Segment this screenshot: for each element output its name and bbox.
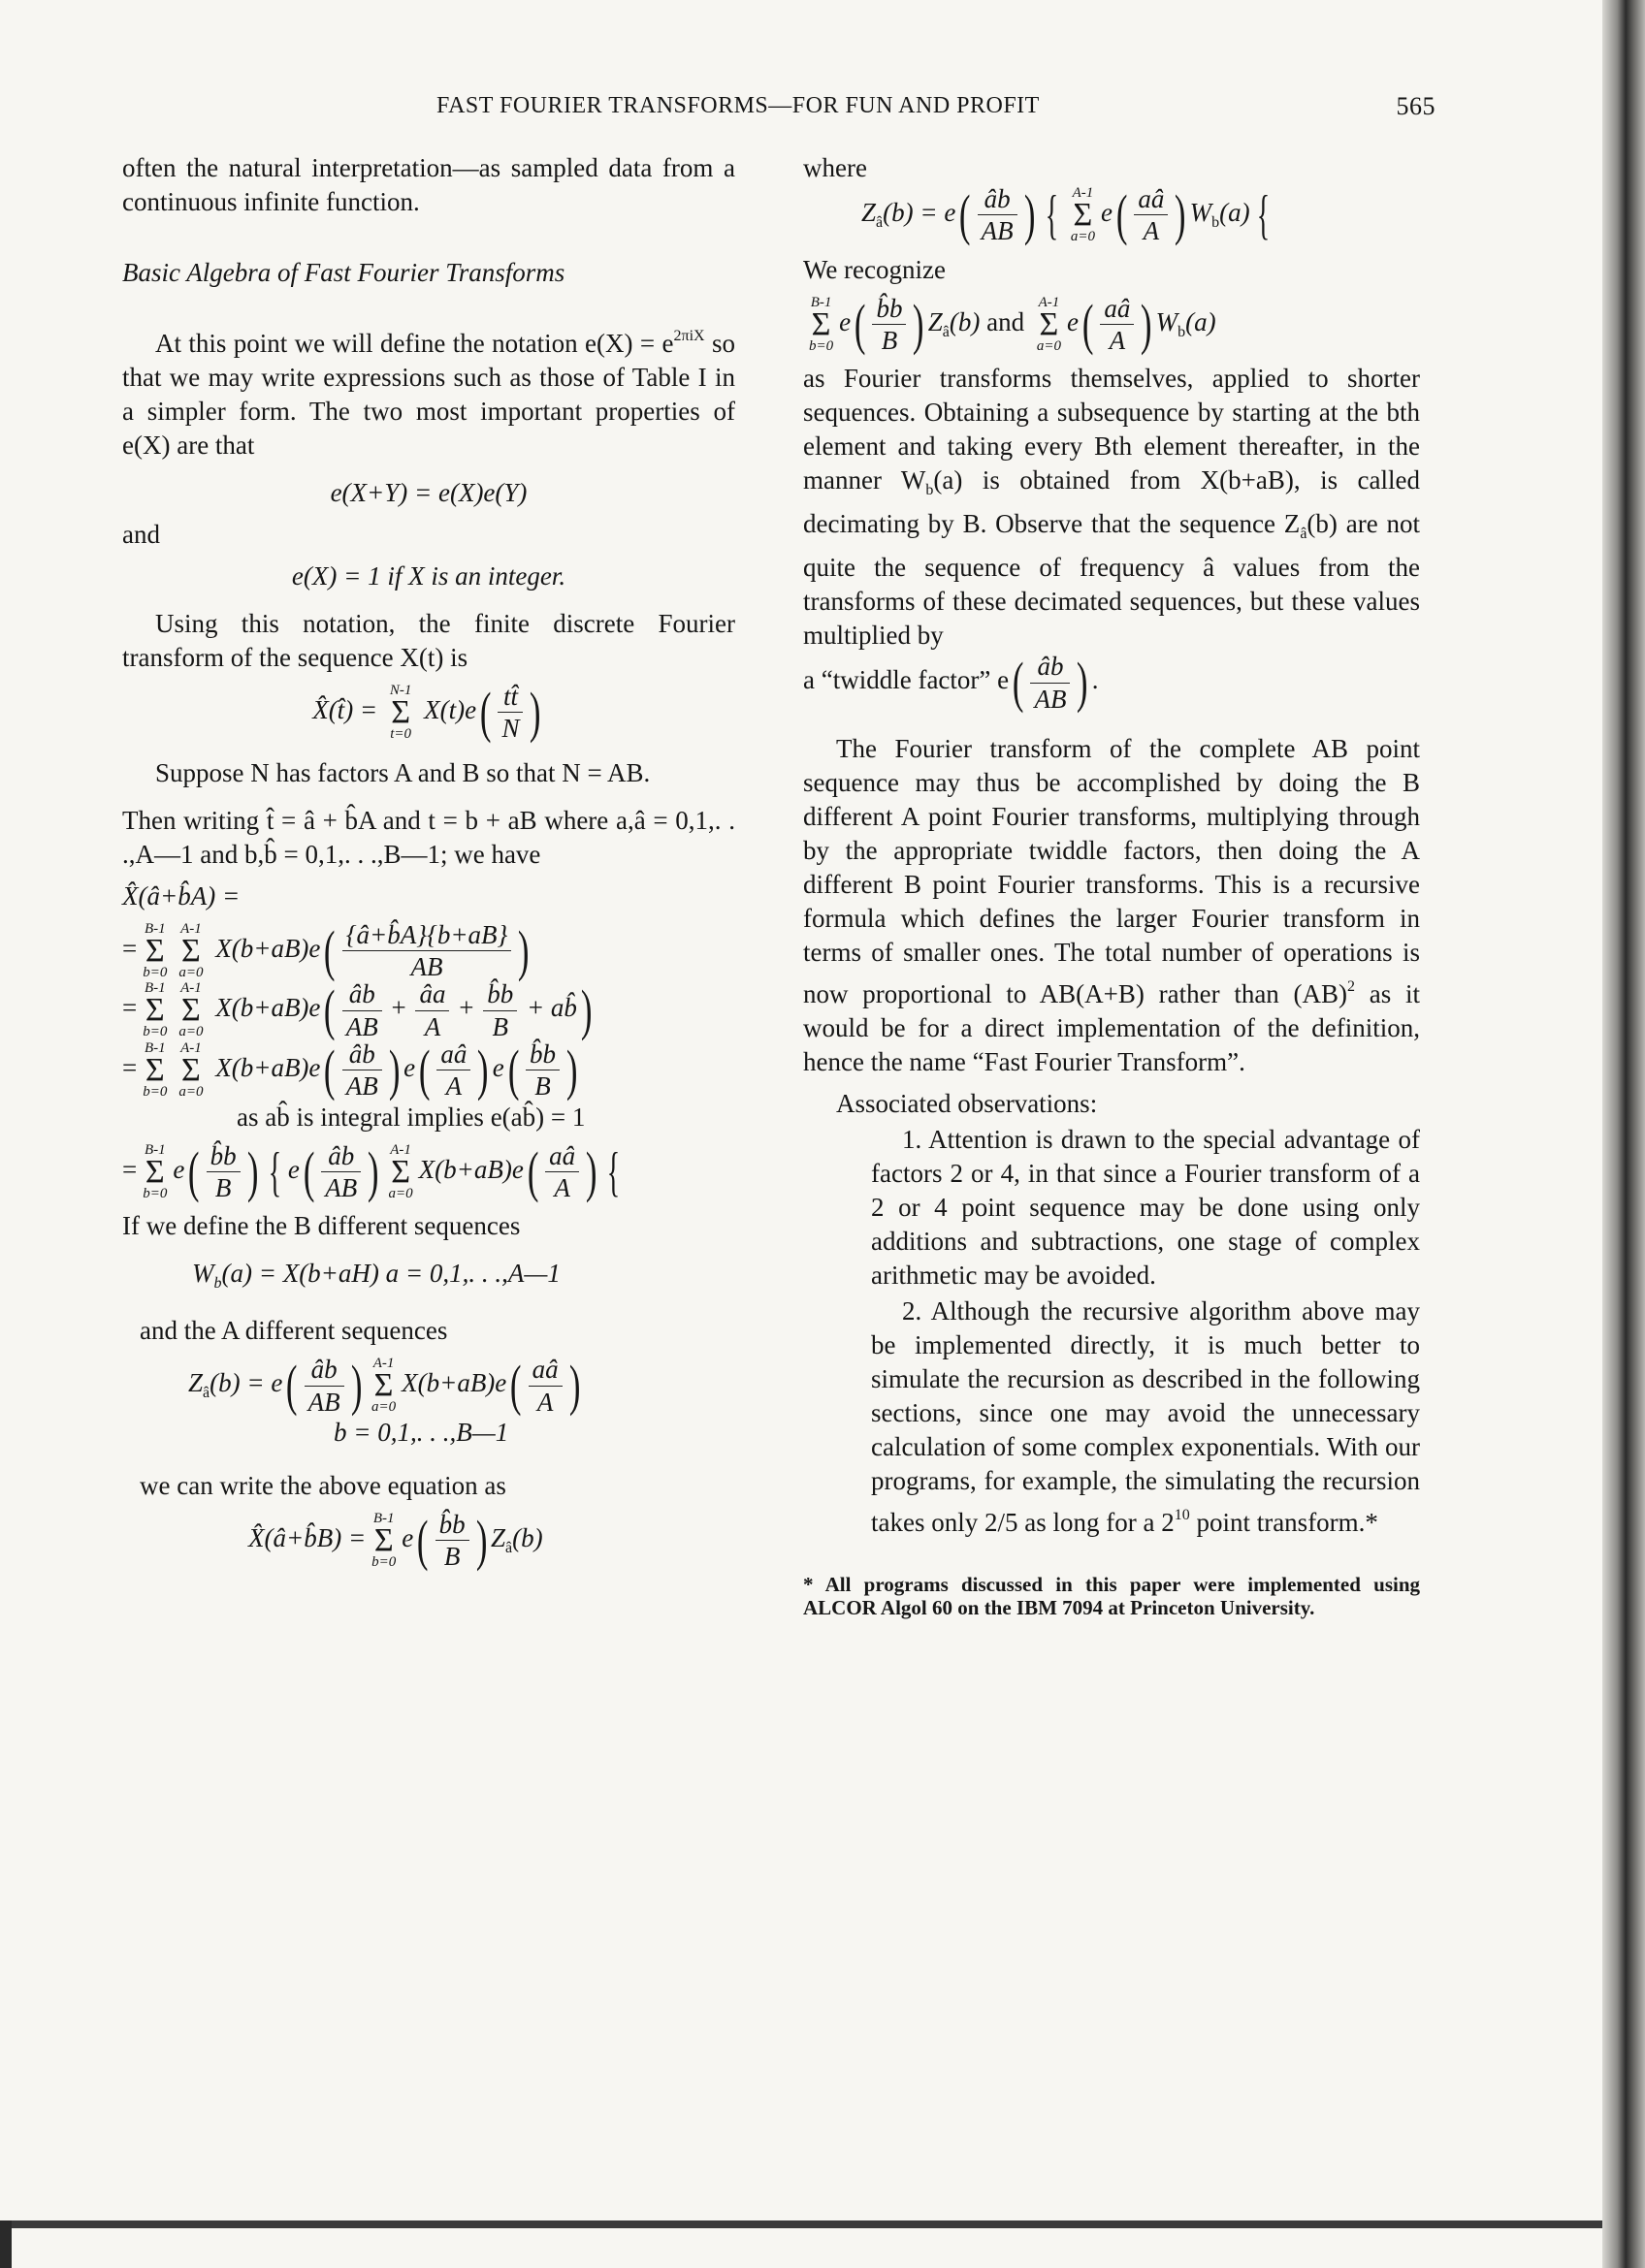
observation-item-2: 2. Although the recursive algorithm above may be implemented directly, it is much better to simulate the recursion as described in the following sections, since one may avoid the unnecessary calculation of some complex exponentials. With our programs, for example, the simulating the recursion takes only 2/5 as long for a $2^{10}$ point transform.* [871,1296,1420,1538]
observation-item-1: 1. Attention is drawn to the special advantage of factors 2 or 4, in that since a Fourier transform of a 2 or 4 point sequence may be done using only additions and subtractions, one stage of complex arithmetic may be avoided. [871,1125,1420,1291]
paragraph-summary: The Fourier transform of the complete AB point sequence may thus be accomplished by doing the B different A point Fourier transforms, multiplying through by the appropriate twiddle factors, then doing the A different B point Fourier transforms. This is a recursive formula which defines the larger Fourier transform in terms of smaller ones. The total number of operations is now proportional to AB(A+B) rather than (AB)$^2$ as it would be for a direct implementation of the definition, hence the name “Fast Fourier Transform”. [803,734,1420,1077]
equation-double-sum-3: = B-1 Σ b=0 A-1 Σ a=0 X(b+aB)e( $\frac{âb}{AB}$ ) e( $\frac{aâ}{A}$ ) e( $\frac{b̂b}{B}$ ) [122,1038,578,1102]
running-title: FAST FOURIER TRANSFORMS—FOR FUN AND PROFIT [436,93,1040,118]
scan-left-edge [0,2220,12,2268]
section-heading: Basic Algebra of Fast Fourier Transforms [122,258,565,287]
paragraph-factors: Suppose N has factors A and B so that N = AB. [155,757,651,787]
summation-symbol: N-1 Σ t=0 [389,682,412,742]
equation-b-range: b = 0,1,. . .,B—1 [334,1418,509,1448]
paragraph-dft-intro: Using this notation, the finite discrete Fourier transform of the sequence X(t) is [122,609,735,672]
equation-factored-sum: = B-1 Σ b=0 e( $\frac{b̂b}{B}$ ) { e( $\frac{âb}{AB}$ ) A-1 Σ a=0 X(b+aB)e( $\frac{aâ}{A}$ ) { [122,1139,621,1203]
equation-lhs: X̂(â+b̂A) = [122,880,241,910]
paragraph-define-a: and the A different sequences [140,1316,448,1346]
equation-product-property: e(X+Y) = e(X)e(Y) [330,478,528,507]
paragraph-notation: At this point we will define the notation $e(X) = e^{2\pi iX}$ so that we may write expressions such as those of Table I in a simpler form. The two most important properties of e(X) are that [122,328,735,460]
equation-double-sum-2: = B-1 Σ b=0 A-1 Σ a=0 X(b+aB)e( $\frac{âb}{AB}$ + $\frac{âa}{A}$ + $\frac{b̂b}{B}$ + ab̂) [122,978,593,1042]
equation-dft: X̂(t̂) = N-1 Σ t=0 X(t)e( $\frac{tt̂}{N}$ ) [312,680,541,744]
paragraph-continuation: often the natural interpretation—as sampled data from a continuous infinite function. [122,153,735,216]
scan-binding-edge [1602,0,1645,2268]
equation-double-sum-1: = B-1 Σ b=0 A-1 Σ a=0 X(b+aB)e( $\frac{\{â+b̂A\}\{b+aB\}}{AB}$ ) [122,918,530,982]
paragraph-decimation: as Fourier transforms themselves, applied to shorter sequences. Obtaining a subsequence by starting at the bth element and taking every Bth element thereafter, in the manner $W_b(a)$ is obtained from X(b+aB), is called decimating by B. Observe that the sequence $Z_â(b)$ are not quite the sequence of frequency â values from the transforms of these decimated sequences, but these values multiplied by [803,364,1420,651]
right-column [803,151,1420,1619]
equation-recognized-transforms: B-1 Σ b=0 e( $\frac{b̂b}{B}$ ) $Z_â(b)$ and A-1 Σ a=0 e( $\frac{aâ}{A}$ ) $W_b(a)$ [809,292,1216,356]
integral-note: as ab̂ is integral implies e(ab̂) = 1 [237,1102,586,1132]
page-number: 565 [1396,92,1435,120]
exponent: 2πiX [673,328,705,344]
equation-integer-property: e(X) = 1 if X is an integer. [291,561,566,591]
equation-w-definition: $W_b(a) = X(b+aH) a = 0,1$,. . .,A—1 [192,1259,561,1293]
equation-final: X̂(â+b̂B) = B-1 Σ b=0 e( $\frac{b̂b}{B}$ ) $Z_â(b)$ [248,1508,543,1572]
scan-bottom-edge [0,2220,1602,2228]
equation-z-expanded: $Z_â(b) = e$( $\frac{âb}{AB}$ ) { A-1 Σ a=0 e( $\frac{aâ}{A}$ ) $W_b(a)$ { [861,182,1270,246]
paragraph-writing: Then writing t̂ = â + b̂A and t = b + aB where a,â = 0,1,. . .,A—1 and b,b̂ = 0,1,. . .,B—1; we have [122,805,735,869]
observations-label: Associated observations: [836,1089,1098,1119]
left-column [122,151,735,1571]
and-label: and [122,520,160,549]
recognize-label: We recognize [803,254,946,284]
paragraph-define-b: If we define the B different sequences [122,1211,521,1241]
footnote: * All programs discussed in this paper were implemented using ALCOR Algol 60 on the IBM 7094 at Princeton University. [803,1573,1420,1620]
paragraph-rewrite: we can write the above equation as [140,1471,506,1501]
where-label: where [803,153,867,182]
equation-z-definition: $Z_â(b) = e$( $\frac{âb}{AB}$ ) A-1 Σ a=0 X(b+aB)e( $\frac{aâ}{A}$ ) [188,1354,581,1418]
twiddle-factor-line: a “twiddle factor” e( $\frac{âb}{AB}$ ) . [803,651,1099,715]
